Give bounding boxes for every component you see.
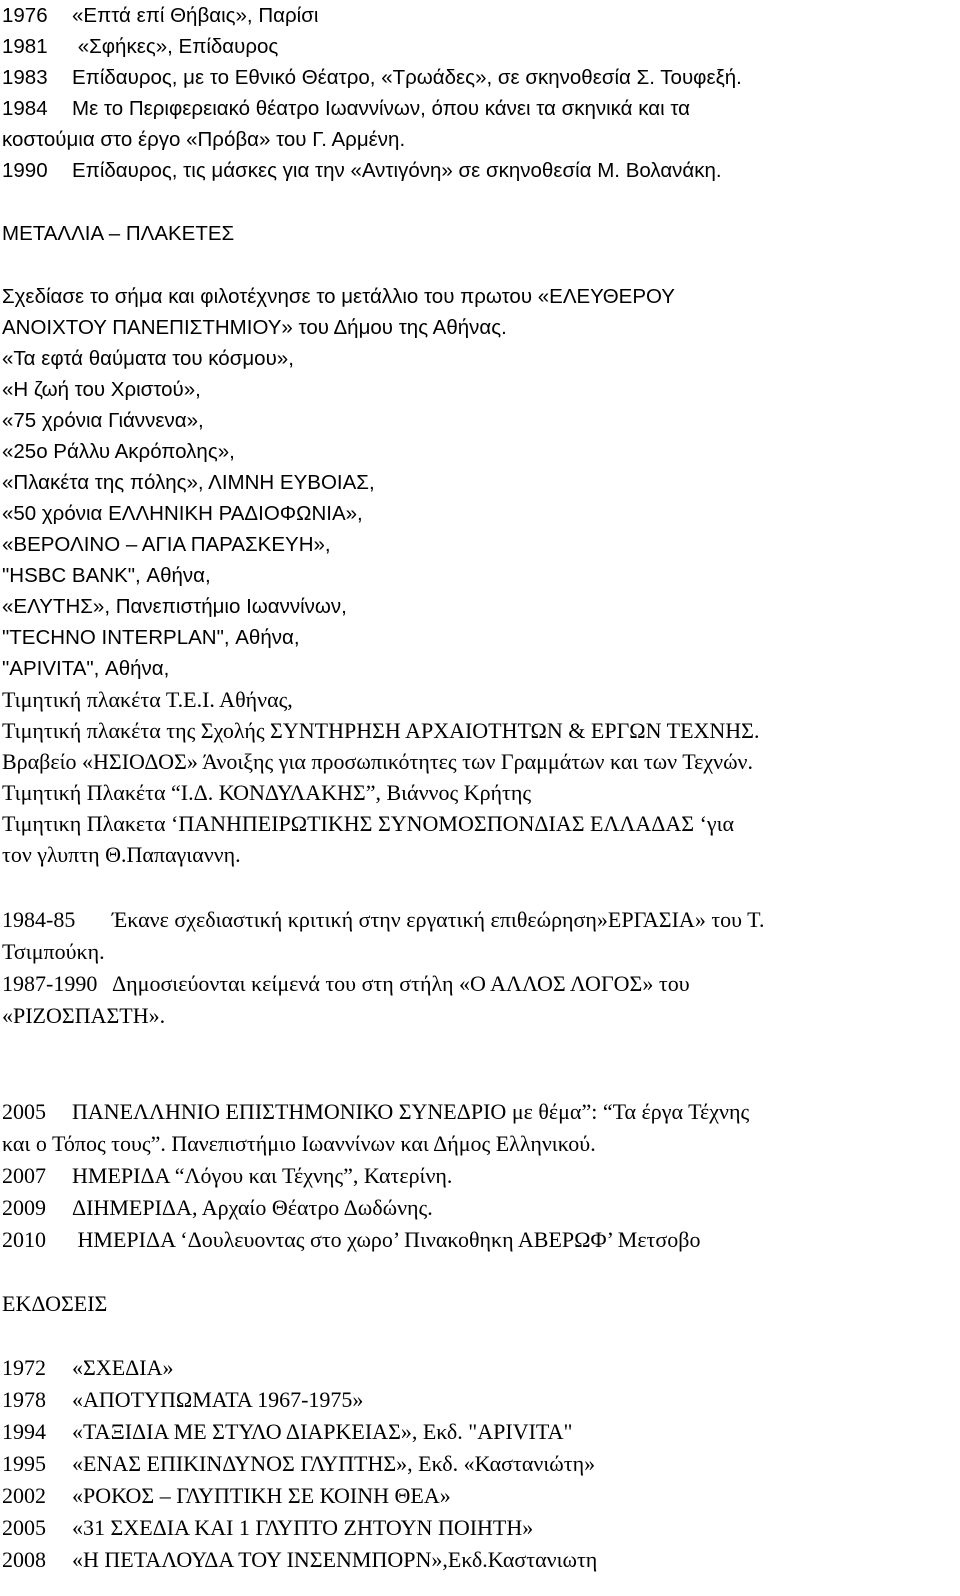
medal-item: Τιμητικη Πλακετα ‘ΠΑΝΗΠΕΙΡΩΤΙΚΗΣ ΣΥΝΟΜΟΣΠΟΝΔΙΑΣ ΕΛΛΑΔΑΣ ‘για: [2, 811, 735, 836]
year: 2009: [2, 1195, 46, 1220]
medals-intro-line: Σχεδίασε το σήμα και φιλοτέχνησε το μετάλλιο του πρωτου «ΕΛΕΥΘΕΡΟΥ: [2, 285, 675, 308]
medal-item: "HSBC BANK", Αθήνα,: [2, 564, 211, 587]
year: 1984: [2, 97, 48, 120]
medal-item: «50 χρόνια ΕΛΛΗΝΙΚΗ ΡΑΔΙΟΦΩΝΙΑ»,: [2, 502, 363, 525]
publication-line: [2, 1480, 451, 1512]
year: 1990: [2, 159, 48, 182]
medal-item: Τιμητική Πλακέτα “Ι.Δ. ΚΟΝΔΥΛΑΚΗΣ”, Βιάννος Κρήτης: [2, 780, 532, 805]
year: 2010: [2, 1227, 46, 1252]
entry-text: Έκανε σχεδιαστική κριτική στην εργατική επιθεώρηση»ΕΡΓΑΣΙΑ» του Τ.: [112, 907, 765, 932]
year: 1976: [2, 4, 48, 27]
theatre-line: [2, 0, 318, 32]
theatre-line: [2, 31, 278, 63]
medal-item: «ΕΛΥΤΗΣ», Πανεπιστήμιο Ιωαννίνων,: [2, 595, 347, 618]
publication-line: [2, 1512, 533, 1544]
entry-text: κοστούμια στο έργο «Πρόβα» του Γ. Αρμένη.: [2, 128, 406, 151]
entry-text: ΔΙΗΜΕΡΙΔΑ, Αρχαίο Θέατρο Δωδώνης.: [72, 1195, 433, 1220]
medal-item: «ΒΕΡΟΛΙΝΟ – ΑΓΙΑ ΠΑΡΑΣΚΕΥΗ»,: [2, 533, 331, 556]
year: 1987-1990: [2, 971, 98, 996]
medal-item: Τιμητική πλακέτα Τ.Ε.Ι. Αθήνας,: [2, 687, 293, 712]
medal-item: «25ο Ράλλυ Ακρόπολης»,: [2, 440, 235, 463]
entry-text: και ο Τόπος τους”. Πανεπιστήμιο Ιωαννίνων και Δήμος Ελληνικού.: [2, 1131, 596, 1156]
medal-item: «75 χρόνια Γιάννενα»,: [2, 409, 204, 432]
publication-line: [2, 1352, 174, 1384]
year: 1994: [2, 1419, 46, 1444]
theatre-line: [2, 155, 722, 187]
entry-text: «Σφήκες», Επίδαυρος: [72, 35, 279, 58]
entry-text: «ΡΙΖΟΣΠΑΣΤΗ».: [2, 1003, 166, 1028]
conference-line: [2, 1096, 749, 1128]
medal-item: «Τα εφτά θαύματα του κόσμου»,: [2, 347, 294, 370]
entry-text: ΗΜΕΡΙΔΑ “Λόγου και Τέχνης”, Κατερίνη.: [72, 1163, 453, 1188]
entry-text: Επίδαυρος, τις μάσκες για την «Αντιγόνη» σε σκηνοθεσία Μ. Βολανάκη.: [72, 159, 722, 182]
theatre-line: [2, 93, 690, 125]
entry-text: Με το Περιφερειακό θέατρο Ιωαννίνων, όπου κάνει τα σκηνικά και τα: [72, 97, 690, 120]
year: 1978: [2, 1387, 46, 1412]
medal-item: "APIVITA", Αθήνα,: [2, 657, 170, 680]
year: 1981: [2, 35, 48, 58]
entry-text: ΠΑΝΕΛΛΗΝΙΟ ΕΠΙΣΤΗΜΟΝΙΚΟ ΣΥΝΕΔΡΙΟ με θέμα”: “Τα έργα Τέχνης: [72, 1099, 750, 1124]
entry-text: Δημοσιεύονται κείμενά του στη στήλη «Ο ΑΛΛΟΣ ΛΟΓΟΣ» του: [112, 971, 690, 996]
publication-line: [2, 1416, 572, 1448]
year: 2005: [2, 1515, 46, 1540]
criticism-line: [2, 904, 764, 936]
entry-text: Τσιμπούκη.: [2, 939, 105, 964]
publication-line: [2, 1544, 597, 1576]
section-heading-medals: ΜΕΤΑΛΛΙΑ – ΠΛΑΚΕΤΕΣ: [2, 222, 235, 245]
criticism-line: [2, 1000, 165, 1032]
criticism-line: [2, 968, 690, 1000]
year: 2005: [2, 1099, 46, 1124]
criticism-line: [2, 936, 105, 968]
entry-text: «ΡΟΚΟΣ – ΓΛΥΠΤΙΚΗ ΣΕ ΚΟΙΝΗ ΘΕΑ»: [72, 1483, 451, 1508]
conference-line: [2, 1160, 452, 1192]
year: 1984-85: [2, 907, 76, 932]
year: 1995: [2, 1451, 46, 1476]
publication-line: [2, 1384, 363, 1416]
medal-item: "TECHNO INTERPLAN", Αθήνα,: [2, 626, 300, 649]
conference-line: [2, 1192, 433, 1224]
medal-item: Βραβείο «ΗΣΙΟΔΟΣ» Άνοιξης για προσωπικότητες των Γραμμάτων και των Τεχνών.: [2, 749, 754, 774]
medals-intro-line: ΑΝΟΙΧΤΟΥ ΠΑΝΕΠΙΣΤΗΜΙΟΥ» του Δήμου της Αθήνας.: [2, 316, 507, 339]
publication-line: [2, 1448, 595, 1480]
year: 2007: [2, 1163, 46, 1188]
medal-item: «Πλακέτα της πόλης», ΛΙΜΝΗ ΕΥΒΟΙΑΣ,: [2, 471, 375, 494]
year: 1972: [2, 1355, 46, 1380]
medal-item: τον γλυπτη Θ.Παπαγιαννη.: [2, 842, 241, 867]
entry-text: «ΣΧΕΔΙΑ»: [72, 1355, 174, 1380]
entry-text: «Η ΠΕΤΑΛΟΥΔΑ ΤΟΥ ΙΝΣΕΝΜΠΟΡΝ»,Εκδ.Καστανιωτη: [72, 1547, 598, 1572]
entry-text: «31 ΣΧΕΔΙΑ ΚΑΙ 1 ΓΛΥΠΤΟ ΖΗΤΟΥΝ ΠΟΙΗΤΗ»: [72, 1515, 534, 1540]
theatre-line: [2, 62, 742, 94]
entry-text: «Επτά επί Θήβαις», Παρίσι: [72, 4, 319, 27]
entry-text: Επίδαυρος, με το Εθνικό Θέατρο, «Τρωάδες», σε σκηνοθεσία Σ. Τουφεξή.: [72, 66, 742, 89]
conference-line: [2, 1224, 700, 1256]
year: 2002: [2, 1483, 46, 1508]
section-heading-publications: ΕΚΔΟΣΕΙΣ: [2, 1291, 108, 1316]
medal-item: «Η ζωή του Χριστού»,: [2, 378, 201, 401]
entry-text: «ΤΑΞΙΔΙΑ ΜΕ ΣΤΥΛΟ ΔΙΑΡΚΕΙΑΣ», Εκδ. "APIVITA": [72, 1419, 573, 1444]
entry-text: «ΑΠΟΤΥΠΩΜΑΤΑ 1967-1975»: [72, 1387, 364, 1412]
year: 1983: [2, 66, 48, 89]
entry-text: «ΕΝΑΣ ΕΠΙΚΙΝΔΥΝΟΣ ΓΛΥΠΤΗΣ», Εκδ. «Καστανιώτη»: [72, 1451, 596, 1476]
medal-item: Τιμητική πλακέτα της Σχολής ΣΥΝΤΗΡΗΣΗ ΑΡΧΑΙΟΤΗΤΩΝ & ΕΡΓΩΝ ΤΕΧΝΗΣ.: [2, 718, 760, 743]
theatre-line: [2, 124, 405, 156]
year: 2008: [2, 1547, 46, 1572]
entry-text: ΗΜΕΡΙΔΑ ‘Δουλευοντας στο χωρο’ Πινακοθηκη ΑΒΕΡΩΦ’ Μετσοβο: [72, 1227, 701, 1252]
conference-line: [2, 1128, 596, 1160]
